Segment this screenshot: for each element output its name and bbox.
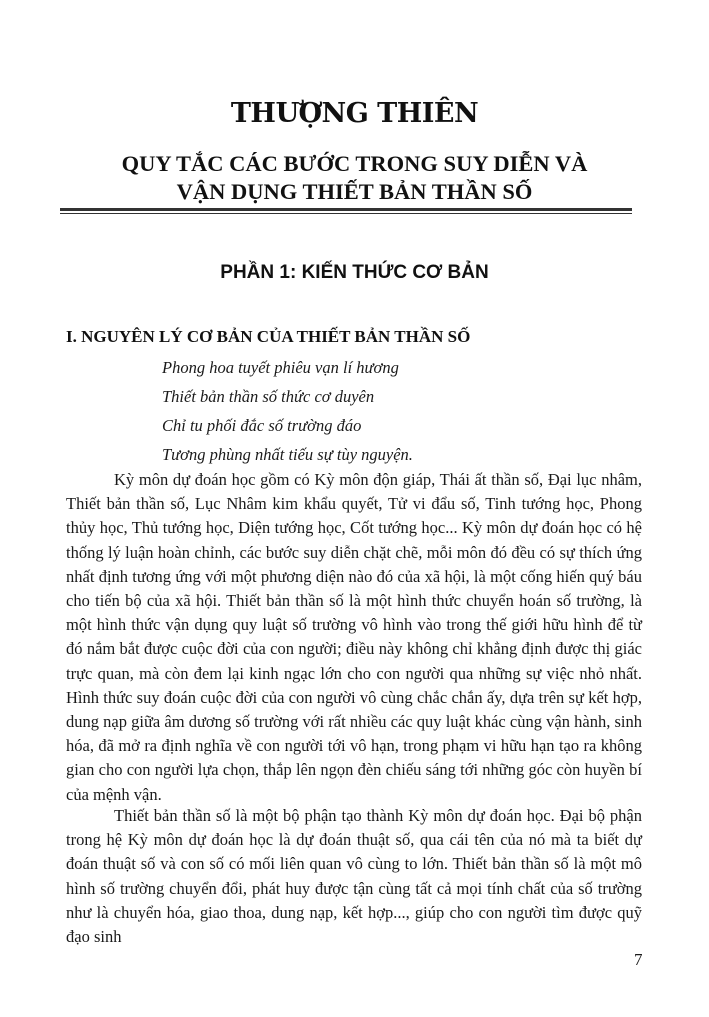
section-heading: PHẦN 1: KIẾN THỨC CƠ BẢN xyxy=(220,262,489,283)
poem-line: Tương phùng nhất tiếu sự tùy nguyện. xyxy=(162,445,413,464)
body-paragraph-1: Kỳ môn dự đoán học gồm có Kỳ môn độn giáp, Thái ất thần số, Đại lục nhâm, Thiết bản thần số, Lục Nhâm kim khẩu quyết, Tử vi đẩu số, Tinh tướng học, Phong thủy học, Thủ tướng học, Diện tướng học, Cốt tướng học... Kỳ môn dự đoán học có hệ thống lý luận hoàn chỉnh, các bước suy diễn chặt chẽ, mỗi môn đó đều có sự thích ứng nhất định tương ứng với một phương diện nào đó của xã hội, là một cống hiến quý báu cho tiến bộ của xã hội. Thiết bản thần số là một hình thức chuyển hoán số trường, là một hình thức vận dụng quy luật số trường vô hình vào trong thế giới hữu hình để từ đó nắm bắt được cuộc đời của con người; điều này không chỉ khẳng định được thị giác trực quan, mà còn đem lại kinh ngạc lớn cho con người qua những sự việc nhỏ nhất. Hình thức suy đoán cuộc đời của con người vô cùng chắc chắn ấy, dựa trên sự kết hợp, dung nạp giữa âm dương số trường với rất nhiều các quy luật khác cùng vận hành, sinh hóa, đã mở ra định nghĩa về con người tới vô hạn, trong phạm vi hữu hạn tạo ra không gian cho con người lựa chọn, thắp lên ngọn đèn chiếu sáng tới những góc còn huyền bí của mệnh vận. xyxy=(66,470,642,804)
subtitle-line-2: VẬN DỤNG THIẾT BẢN THẦN SỐ xyxy=(176,179,533,204)
body-paragraph-2: Thiết bản thần số là một bộ phận tạo thành Kỳ môn dự đoán học. Đại bộ phận trong hệ Kỳ môn dự đoán học là dự đoán thuật số, qua cái tên của nó mà ta biết dự đoán thuật số và con số có mối liên quan vô cùng to lớn. Thiết bản thần số là một mô hình số trường chuyển đổi, phát huy được tận cùng tất cả mọi tính chất của số trường như là chuyển hóa, giao thoa, dung nạp, kết hợp..., giúp cho con người tìm được quỹ đạo sinh xyxy=(66,806,642,947)
chapter-title: THƯỢNG THIÊN xyxy=(230,98,479,129)
poem-line: Thiết bản thần số thức cơ duyên xyxy=(162,387,375,406)
poem-block xyxy=(162,354,413,470)
poem-line: Phong hoa tuyết phiêu vạn lí hương xyxy=(162,358,399,377)
title-rule-thick xyxy=(60,208,632,211)
page-number: 7 xyxy=(634,950,643,969)
sub-heading: I. NGUYÊN LÝ CƠ BẢN CỦA THIẾT BẢN THẦN SỐ xyxy=(66,327,471,346)
poem-line: Chỉ tu phối đắc số trường đáo xyxy=(162,416,362,435)
subtitle-line-1: QUY TẮC CÁC BƯỚC TRONG SUY DIỄN VÀ xyxy=(121,151,588,176)
title-rule-thin xyxy=(60,213,632,214)
chapter-subtitle xyxy=(60,150,649,206)
